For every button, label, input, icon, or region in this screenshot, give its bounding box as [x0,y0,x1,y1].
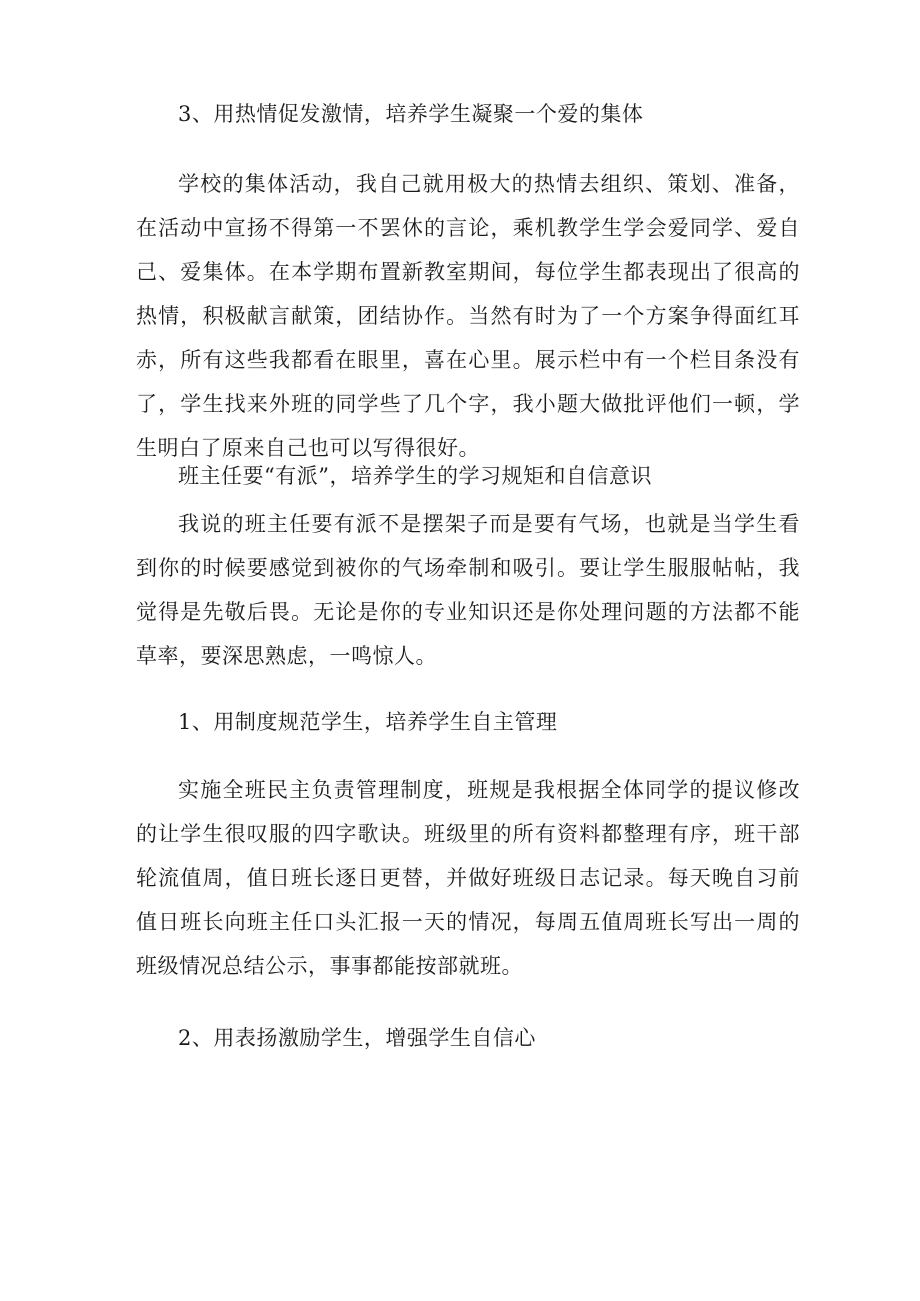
section-heading-teacher-presence: 班主任要“有派”，培养学生的学习规矩和自信意识 [178,464,652,488]
section-heading-rules: 1、用制度规范学生，培养学生自主管理 [178,710,558,734]
paragraph-collective-activities: 学校的集体活动，我自己就用极大的热情去组织、策划、准备，在活动中宣扬不得第一不罢休的言论，乘机教学生学会爱同学、爱自己、爱集体。在本学期布置新教室期间，每位学生都表现出了很高的热情，积极献言献策，团结协作。当然有时为了一个方案争得面红耳赤，所有这些我都看在眼里，喜在心里。展示栏中有一个栏目条没有了，学生找来外班的同学些了几个字，我小题大做批评他们一顿，学生明白了原来自己也可以写得很好。 [136,172,800,460]
paragraph-class-management: 实施全班民主负责管理制度，班规是我根据全体同学的提议修改的让学生很叹服的四字歌诀。班级里的所有资料都整理有序，班干部轮流值周，值日班长逐日更替，并做好班级日志记录。每天晚自习前值日班长向班主任口头汇报一天的情况，每周五值周班长写出一周的班级情况总结公示，事事都能按部就班。 [136,778,800,978]
section-heading-enthusiasm: 3、用热情促发激情，培养学生凝聚一个爱的集体 [178,102,644,126]
paragraph-teacher-presence: 我说的班主任要有派不是摆架子而是要有气场，也就是当学生看到你的时候要感觉到被你的气场牵制和吸引。要让学生服服帖帖，我觉得是先敬后畏。无论是你的专业知识还是你处理问题的方法都不能草率，要深思熟虑，一鸣惊人。 [136,512,800,668]
section-heading-praise: 2、用表扬激励学生，增强学生自信心 [178,1026,536,1050]
